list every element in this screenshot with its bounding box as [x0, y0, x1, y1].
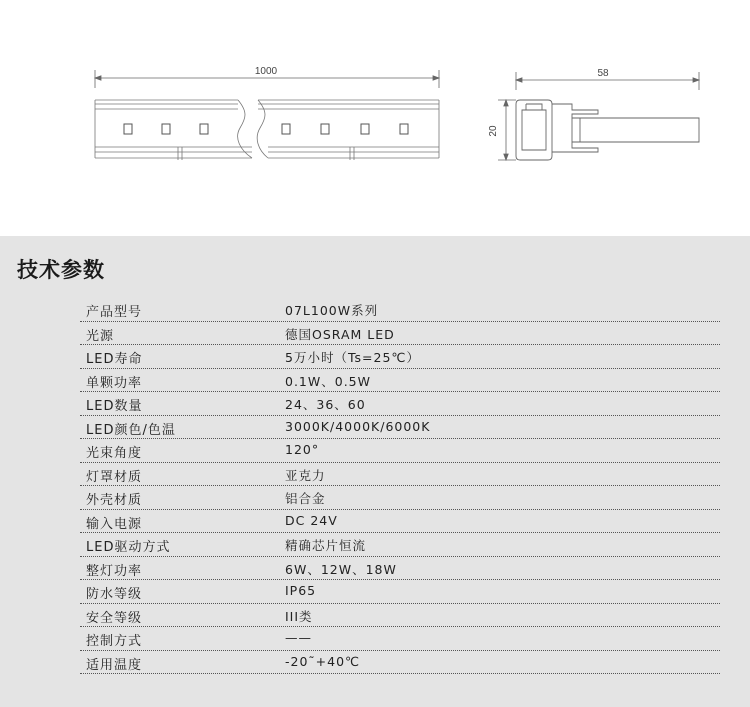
height-dimension	[498, 100, 516, 160]
profile-cross-section	[516, 100, 699, 160]
spec-label: LED数量	[86, 399, 143, 414]
spec-value: ——	[285, 630, 312, 645]
spec-label: 整灯功率	[86, 563, 143, 579]
profile-front-view	[95, 100, 439, 160]
spec-label: 光束角度	[86, 446, 143, 461]
spec-row-input-power	[80, 510, 720, 534]
spec-value: 0.1W、0.5W	[285, 373, 371, 389]
width-dim-label: 58	[597, 68, 609, 79]
height-dim-label: 20	[488, 125, 499, 137]
length-dim-label: 1000	[254, 66, 278, 77]
spec-label: 单颗功率	[86, 375, 143, 391]
drawing-svg	[0, 0, 750, 236]
spec-label: 灯罩材质	[86, 469, 143, 485]
spec-row-single-power	[80, 369, 720, 393]
spec-row-housing-material	[80, 486, 720, 510]
spec-value: III类	[285, 608, 313, 624]
led-chip	[200, 124, 208, 134]
spec-label: 光源	[86, 328, 115, 344]
spec-value: 3000K/4000K/6000K	[285, 418, 431, 434]
spec-row-total-power	[80, 557, 720, 581]
spec-label: 适用温度	[86, 657, 143, 673]
spec-row-lens-material	[80, 463, 720, 487]
spec-value: 120°	[285, 442, 320, 457]
spec-row-color-temp	[80, 416, 720, 440]
spec-label: 防水等级	[86, 587, 143, 602]
spec-label: LED寿命	[86, 352, 143, 367]
led-chip	[162, 124, 170, 134]
spec-label: 产品型号	[86, 305, 143, 320]
led-chips	[124, 124, 408, 134]
spec-label: LED颜色/色温	[86, 422, 176, 438]
spec-value: 6W、12W、18W	[285, 561, 397, 577]
spec-row-safety-class	[80, 604, 720, 628]
spec-row-light-source	[80, 322, 720, 346]
spec-value: 铝合金	[285, 491, 326, 506]
spec-value: 5万小时（Ts=25℃）	[285, 350, 420, 365]
section-title: 技术参数	[17, 257, 105, 282]
spec-row-control	[80, 627, 720, 651]
spec-label: 输入电源	[86, 516, 143, 532]
spec-row-driver	[80, 533, 720, 557]
spec-row-lifespan	[80, 345, 720, 369]
led-chip	[124, 124, 132, 134]
technical-drawing	[0, 0, 750, 236]
led-chip	[361, 124, 369, 134]
spec-table	[80, 298, 720, 674]
spec-row-temperature	[80, 651, 720, 675]
spec-value: 07L100W系列	[285, 303, 379, 318]
spec-label: LED驱动方式	[86, 540, 171, 555]
spec-row-beam-angle	[80, 439, 720, 463]
spec-section	[0, 236, 750, 707]
spec-label: 控制方式	[86, 634, 143, 649]
spec-value: 24、36、60	[285, 397, 366, 412]
led-chip	[282, 124, 290, 134]
spec-label: 外壳材质	[86, 493, 143, 508]
spec-row-waterproof	[80, 580, 720, 604]
spec-value: -20˜+40℃	[285, 653, 361, 669]
spec-value: DC 24V	[285, 512, 338, 528]
spec-row-model	[80, 298, 720, 322]
spec-label: 安全等级	[86, 610, 143, 626]
spec-value: 亚克力	[285, 467, 326, 483]
led-chip	[400, 124, 408, 134]
led-chip	[321, 124, 329, 134]
spec-row-led-count	[80, 392, 720, 416]
spec-value: 精确芯片恒流	[285, 538, 367, 553]
spec-value: IP65	[285, 583, 317, 598]
spec-value: 德国OSRAM LED	[285, 326, 395, 342]
